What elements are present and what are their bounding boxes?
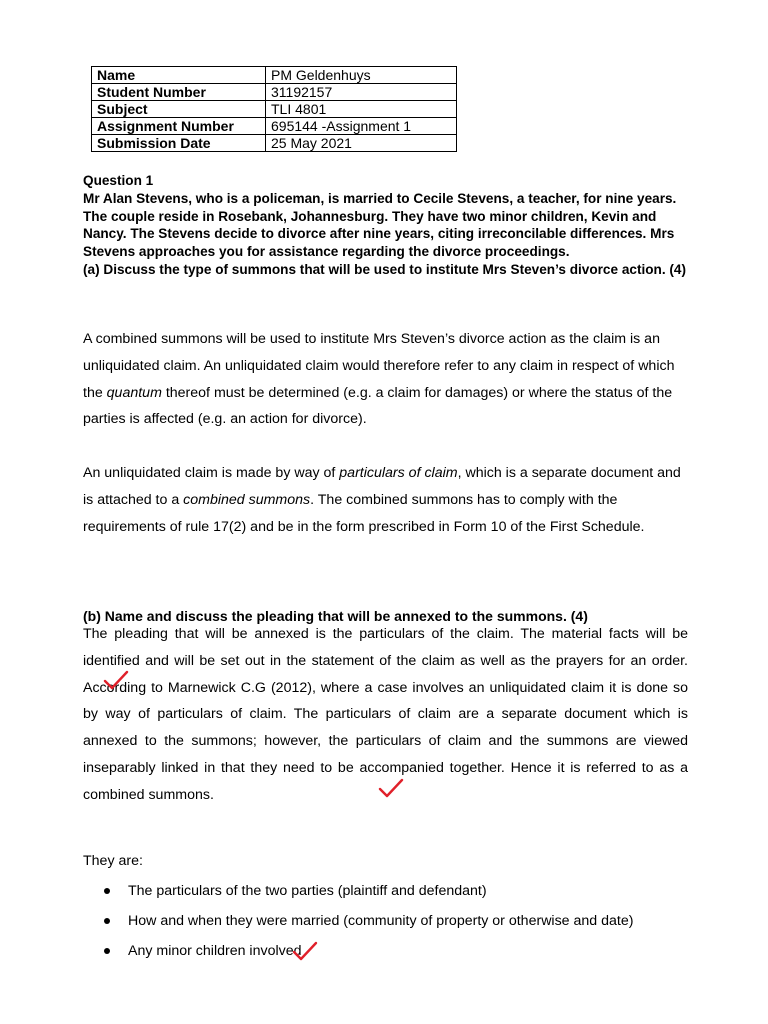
table-row bbox=[92, 67, 457, 84]
info-label: Student Number bbox=[92, 84, 266, 101]
answer-text: A combined summons will be used to institute Mrs Steven’s divorce action as the claim is an unliquidated claim. An unliquidated claim would therefore refer to any claim in respect of which the bbox=[83, 331, 675, 401]
check-mark-icon bbox=[292, 941, 318, 963]
info-value: TLI 4801 bbox=[266, 101, 457, 118]
answer-text: An unliquidated claim is made by way of bbox=[83, 465, 340, 481]
list-item-text: Any minor children involved bbox=[128, 943, 302, 959]
check-mark-icon bbox=[378, 778, 404, 800]
list-item bbox=[83, 876, 723, 906]
table-row bbox=[92, 135, 457, 152]
table-row bbox=[92, 118, 457, 135]
student-info-table bbox=[91, 66, 457, 152]
answer-b-paragraph: The pleading that will be annexed is the particulars of the claim. The material facts will be identified and will be set out in the statement of the claim as well as the prayers for an order. According to Marnewick C.G (2012), where a case involves an unliquidated claim it is done so by way of particulars of claim. The particulars of claim are a separate document which is annexed to the summons; however, the particulars of claim and the summons are viewed inseparably linked in that they need to be accompanied together. Hence it is referred to as a combined summons. bbox=[83, 626, 688, 803]
question-part-b: (b) Name and discuss the pleading that will be annexed to the summons. (4) bbox=[83, 608, 588, 624]
answer-a-paragraph-1 bbox=[83, 326, 688, 433]
question-part-a: (a) Discuss the type of summons that will be used to institute Mrs Steven’s divorce action. (4) bbox=[83, 261, 687, 277]
info-label: Name bbox=[92, 67, 266, 84]
info-label: Submission Date bbox=[92, 135, 266, 152]
question-title: Question 1 bbox=[83, 173, 154, 188]
info-label: Subject bbox=[92, 101, 266, 118]
answer-italic: quantum bbox=[106, 384, 162, 401]
table-row bbox=[92, 84, 457, 101]
info-value: 25 May 2021 bbox=[266, 135, 457, 152]
answer-italic: particulars of claim bbox=[339, 465, 458, 481]
table-row bbox=[92, 101, 457, 118]
list-item bbox=[83, 936, 723, 966]
bullet-icon bbox=[104, 918, 110, 924]
answer-italic: combined summons bbox=[183, 491, 311, 508]
bullet-icon bbox=[104, 948, 110, 954]
info-value: PM Geldenhuys bbox=[266, 67, 457, 84]
info-value: 695144 -Assignment 1 bbox=[266, 118, 457, 135]
particulars-list bbox=[83, 876, 723, 966]
list-intro: They are: bbox=[83, 853, 143, 869]
check-mark-icon bbox=[103, 670, 129, 692]
list-item-text: How and when they were married (community of property or otherwise and date) bbox=[128, 913, 634, 929]
answer-text: , which is a separate document and is attached to a bbox=[83, 465, 681, 508]
info-value: 31192157 bbox=[266, 84, 457, 101]
list-item-text: The particulars of the two parties (plaintiff and defendant) bbox=[128, 883, 487, 899]
answer-a-paragraph-2 bbox=[83, 460, 688, 540]
answer-text: . The combined summons has to comply with the requirements of rule 17(2) and be in the form prescribed in Form 10 of the First Schedule. bbox=[83, 491, 645, 535]
list-item bbox=[83, 906, 723, 936]
bullet-icon bbox=[104, 888, 110, 894]
info-label: Assignment Number bbox=[92, 118, 266, 135]
question-block bbox=[83, 172, 693, 279]
answer-text: thereof must be determined (e.g. a claim for damages) or where the status of the parties is affected (e.g. an action for divorce). bbox=[83, 384, 673, 428]
question-scenario: Mr Alan Stevens, who is a policeman, is married to Cecile Stevens, a teacher, for nine years. The couple reside in Rosebank, Johannesburg. They have two minor children, Kevin and Nancy. The Stevens decide to divorce after nine years, citing irreconcilable differences. Mrs Stevens approaches you for assistance regarding the divorce proceedings. bbox=[83, 190, 677, 260]
